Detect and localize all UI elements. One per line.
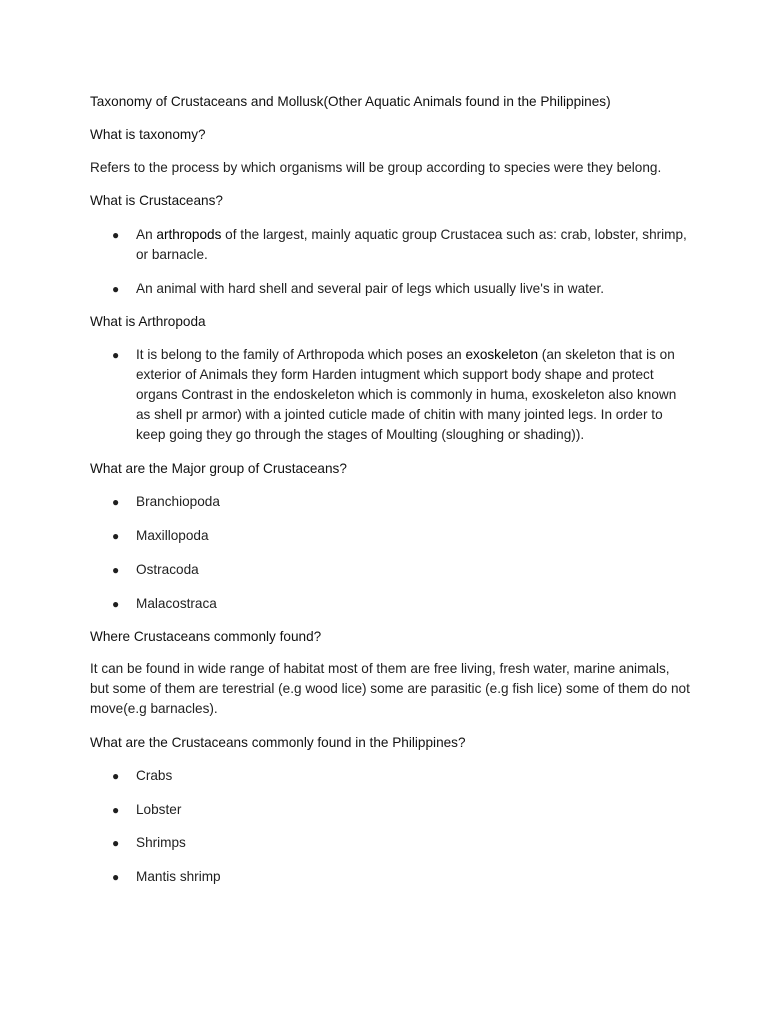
list-item-text: Crabs <box>136 768 173 783</box>
bullet-icon: ● <box>112 563 120 577</box>
section-paragraph-taxonomy: Refers to the process by which organisms will be group according to species were they belong. <box>90 160 662 175</box>
list-item-text: Lobster <box>136 802 182 817</box>
list-item <box>112 594 692 614</box>
list-item <box>112 560 692 580</box>
bullet-icon: ● <box>112 870 120 884</box>
list-item <box>112 279 692 299</box>
list-item-text: An animal with hard shell and several pair of legs which usually live's in water. <box>136 281 605 296</box>
list-item-text-part: An <box>136 227 157 242</box>
list-item-text: Malacostraca <box>136 596 217 611</box>
list-item-text: Ostracoda <box>136 562 199 577</box>
list-item <box>112 225 692 265</box>
list-item <box>112 492 692 512</box>
section-heading-major-groups: What are the Major group of Crustaceans? <box>90 461 347 476</box>
list-item-text-part: (an skeleton that is on exterior of Animals they form Harden intugment which support body shape and protect organs Contrast in the endoskeleton which is commonly in huma, exoskeleton also known as shell pr armor) with a jointed cuticle made of chitin with many jointed legs. In order to keep going they go through the stages of Moulting (sloughing or shading)). <box>136 347 677 442</box>
section-heading-habitat: Where Crustaceans commonly found? <box>90 629 322 644</box>
list-item-text <box>136 345 692 445</box>
section-heading-philippines: What are the Crustaceans commonly found in the Philippines? <box>90 735 466 750</box>
list-item-text <box>136 225 692 265</box>
list-item-text-part: of the largest, mainly aquatic group Crustacea such as: crab, lobster, shrimp, or barnacle. <box>136 227 687 262</box>
list-item <box>112 526 692 546</box>
bullet-icon: ● <box>112 836 120 850</box>
highlighted-term: arthropods <box>156 227 222 242</box>
list-item-text: Mantis shrimp <box>136 869 221 884</box>
list-item <box>112 833 692 853</box>
section-heading-arthropoda: What is Arthropoda <box>90 314 206 329</box>
bullet-icon: ● <box>112 228 120 242</box>
bullet-icon: ● <box>112 803 120 817</box>
list-item <box>112 766 692 786</box>
bullet-icon: ● <box>112 597 120 611</box>
section-heading-crustaceans: What is Crustaceans? <box>90 193 223 208</box>
list-item-text: Shrimps <box>136 835 186 850</box>
bullet-icon: ● <box>112 282 120 296</box>
list-item <box>112 867 692 887</box>
list-item-text-part: It is belong to the family of Arthropoda which poses an <box>136 347 466 362</box>
list-item <box>112 800 692 820</box>
section-paragraph-habitat: It can be found in wide range of habitat most of them are free living, fresh water, marine animals, but some of them are terestrial (e.g wood lice) some are parasitic (e.g fish lice) some of them do not move(e.g barnacles). <box>90 661 690 716</box>
document-title: Taxonomy of Crustaceans and Mollusk(Other Aquatic Animals found in the Philippines) <box>90 94 611 109</box>
list-item-text: Branchiopoda <box>136 494 220 509</box>
bullet-icon: ● <box>112 769 120 783</box>
bullet-icon: ● <box>112 529 120 543</box>
section-heading-taxonomy: What is taxonomy? <box>90 127 206 142</box>
bullet-icon: ● <box>112 348 120 362</box>
list-item <box>112 345 692 445</box>
highlighted-term: exoskeleton <box>465 347 539 362</box>
bullet-icon: ● <box>112 495 120 509</box>
list-item-text: Maxillopoda <box>136 528 209 543</box>
